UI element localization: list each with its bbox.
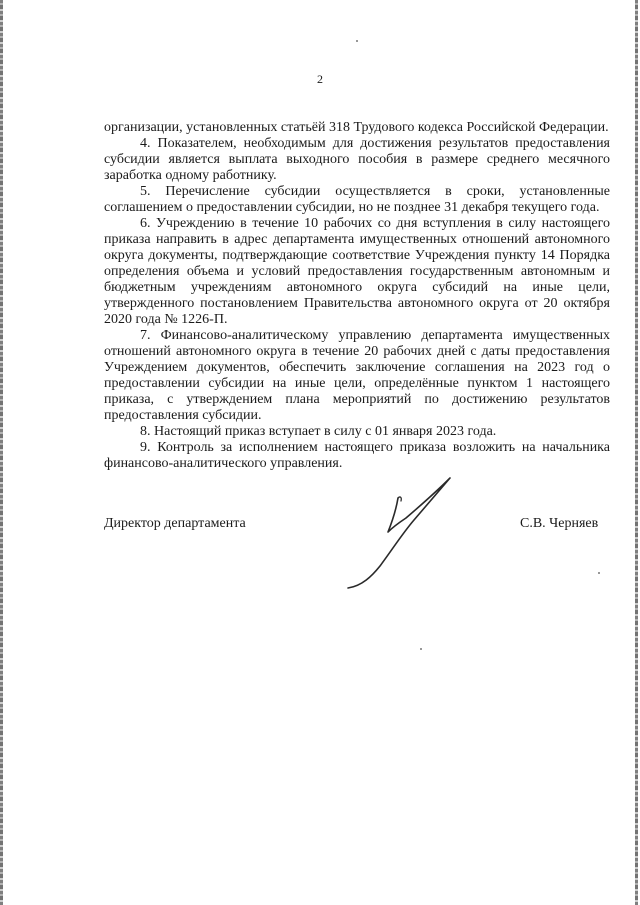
scan-speck xyxy=(420,648,422,650)
document-body xyxy=(104,120,610,472)
paragraph-continuation: организации, установленных статьёй 318 Трудового кодекса Российской Федерации. xyxy=(104,120,609,135)
page-number: 2 xyxy=(317,72,323,86)
paragraph-7: 7. Финансово-аналитическому управлению департамента имущественных отношений автономного округа в течение 20 рабочих дней с даты предоставления Учреждением документов, обеспечить заключение соглашения на 2023 год о предоставлении субсидии на иные цели, определённые пунктом 1 настоящего приказа, с утверждением плана мероприятий по достижению результатов предоставления субсидии. xyxy=(104,328,610,423)
scan-speck xyxy=(356,40,358,42)
handwritten-signature xyxy=(340,470,470,590)
signatory-name: С.В. Черняев xyxy=(520,516,599,531)
paragraph-9: 9. Контроль за исполнением настоящего приказа возложить на начальника финансово-аналитического управления. xyxy=(104,440,610,471)
scan-speck xyxy=(598,572,600,574)
paragraph-6: 6. Учреждению в течение 10 рабочих со дня вступления в силу настоящего приказа направить в адрес департамента имущественных отношений автономного округа документы, подтверждающие соответствие Учреждения пункту 14 Порядка определения объема и условий предоставления государственным автономным и бюджетным учреждениям автономного округа субсидий на иные цели, утвержденного постановлением Правительства автономного округа от 20 октября 2020 года № 1226-П. xyxy=(104,216,610,327)
paragraph-8: 8. Настоящий приказ вступает в силу с 01 января 2023 года. xyxy=(140,424,497,439)
signatory-position: Директор департамента xyxy=(104,516,246,531)
scan-edge-right xyxy=(635,0,638,905)
scan-edge-left xyxy=(0,0,3,905)
paragraph-5: 5. Перечисление субсидии осуществляется в сроки, установленные соглашением о предоставлении субсидии, но не позднее 31 декабря текущего года. xyxy=(104,184,610,215)
paragraph-4: 4. Показателем, необходимым для достижения результатов предоставления субсидии является выплата выходного пособия в размере среднего месячного заработка одному работнику. xyxy=(104,136,610,183)
